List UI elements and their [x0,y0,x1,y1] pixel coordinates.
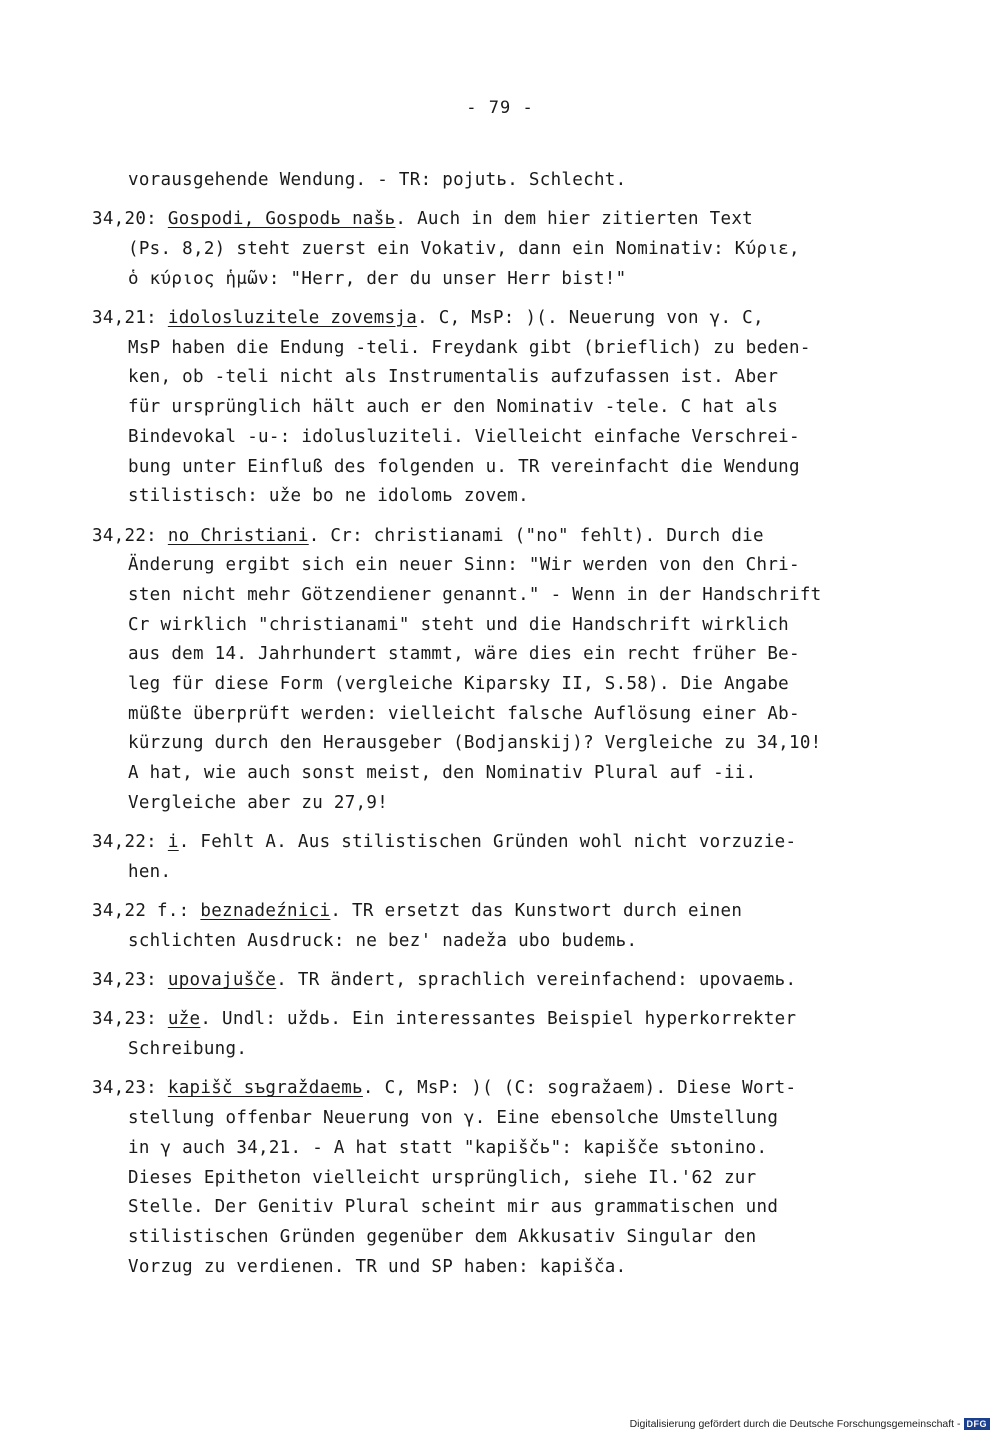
text-line [92,482,892,512]
text-line [92,1253,892,1283]
line-text: Dieses Epitheton vielleicht ursprünglich, siehe Il.'62 zur [128,1167,757,1188]
commentary-entry [92,166,892,196]
text-line [92,423,892,453]
line-text: müßte überprüft werden: vielleicht falsche Auflösung einer Ab- [128,703,800,724]
line-text: bung unter Einfluß des folgenden u. TR vereinfacht die Wendung [128,456,800,477]
commentary-entry [92,828,892,887]
line-reference: 34,23: [92,1078,168,1099]
text-line [92,700,892,730]
line-text: . TR ersetzt das Kunstwort durch einen [330,901,743,922]
line-text: . Fehlt A. Aus stilistischen Gründen wohl nicht vorzuzie- [178,832,797,853]
text-line [92,759,892,789]
line-reference: 34,23: [92,970,168,991]
line-text: kürzung durch den Herausgeber (Bodjanskij)? Vergleiche zu 34,10! [128,733,822,754]
line-text: aus dem 14. Jahrhundert stammt, wäre dies ein recht früher Be- [128,644,800,665]
text-line [92,1193,892,1223]
lemma: uže [167,1009,201,1030]
text-line [92,729,892,759]
lemma: kapišč sъgraždaemь [167,1078,363,1099]
text-line [92,205,892,235]
text-line [92,927,892,957]
text-line [92,453,892,483]
line-text: . Auch in dem hier zitierten Text [395,209,754,230]
text-line [92,670,892,700]
commentary-entry [92,304,892,512]
line-text: Vergleiche aber zu 27,9! [128,792,389,813]
text-line [92,1164,892,1194]
line-text: für ursprünglich hält auch er den Nominativ -tele. C hat als [128,397,779,418]
text-line [92,966,892,996]
lemma: beznadeźnici [200,901,331,922]
line-text: vorausgehende Wendung. - TR: pojutь. Schlecht. [128,170,627,190]
line-text: sten nicht mehr Götzendiener genannt." - Wenn in der Handschrift [128,584,822,605]
line-text: A hat, wie auch sonst meist, den Nominativ Plural auf -ii. [128,763,757,784]
line-reference: 34,23: [92,1009,168,1030]
page-number: - 79 - [466,98,534,118]
line-text: Stelle. Der Genitiv Plural scheint mir aus grammatischen und [128,1197,779,1218]
line-text: (Ps. 8,2) steht zuerst ein Vokativ, dann ein Nominativ: Κύριε, [128,239,800,259]
line-text: . C, MsP: )( (C: sogražaem). Diese Wort- [362,1078,797,1099]
commentary-entry [92,522,892,819]
text-line [92,393,892,423]
line-reference: 34,22: [92,832,168,853]
line-reference: 34,21: [92,308,168,328]
lemma: no Christiani [167,525,309,546]
footer [630,1418,990,1430]
lemma: i [167,832,179,853]
commentary-entry [92,1005,892,1064]
lemma: upovajušče [167,970,277,991]
dfg-logo: DFG [964,1418,991,1430]
text-line [92,1035,892,1065]
line-text: . TR ändert, sprachlich vereinfachend: upovaemь. [276,970,797,991]
text-line [92,1223,892,1253]
lemma: idolosluzitele zovemsja [167,308,418,328]
text-line [92,363,892,393]
text-line [92,1074,892,1104]
text-line [92,166,892,196]
line-text: Schreibung. [128,1039,248,1060]
text-line [92,858,892,888]
line-text: Vorzug zu verdienen. TR und SP haben: kapišča. [128,1256,627,1277]
line-text: schlichten Ausdruck: ne bez' nadeža ubo budemь. [128,930,638,951]
commentary-entry [92,1074,892,1282]
lemma: Gospodi, Gospodь našь [167,209,396,230]
line-text: Änderung ergibt sich ein neuer Sinn: "Wir werden von den Chri- [128,555,800,576]
text-line [92,1134,892,1164]
line-reference: 34,22 f.: [92,901,201,922]
text-line [92,640,892,670]
line-text: in γ auch 34,21. - A hat statt "kapiščь": kapišče sъtonino. [128,1137,768,1158]
line-text: stilistischen Gründen gegenüber dem Akkusativ Singular den [128,1226,757,1247]
text-line [92,522,892,552]
footer-text: Digitalisierung gefördert durch die Deutsche Forschungsgemeinschaft - [629,1418,961,1430]
line-text: ken, ob -teli nicht als Instrumentalis aufzufassen ist. Aber [128,367,779,388]
line-text: . Undl: uždь. Ein interessantes Beispiel hyperkorrekter [200,1009,797,1030]
line-text: ὁ κύριος ἡμῶν: "Herr, der du unser Herr bist!" [128,268,627,289]
line-reference: 34,22: [92,525,168,546]
text-line [92,551,892,581]
text-line [92,334,892,364]
line-text: leg für diese Form (vergleiche Kiparsky II, S.58). Die Angabe [128,674,789,695]
commentary-entry [92,897,892,956]
line-text: stellung offenbar Neuerung von γ. Eine ebensolche Umstellung [128,1108,779,1129]
line-text: MsP haben die Endung -teli. Freydank gibt (brieflich) zu beden- [128,337,811,358]
commentary-body [92,166,892,1282]
line-text: stilistisch: uže bo ne idolomь zovem. [128,486,529,507]
text-line [92,1005,892,1035]
line-text: Bindevokal -u-: idolusluziteli. Vielleicht einfache Verschrei- [128,426,800,447]
line-text: . Cr: christianami ("no" fehlt). Durch die [308,525,764,546]
line-text: hen. [128,861,172,882]
commentary-entry [92,205,892,294]
text-line [92,611,892,641]
text-line [92,581,892,611]
text-line [92,1104,892,1134]
text-line [92,897,892,927]
text-line [92,828,892,858]
line-text: Cr wirklich "christianami" steht und die Handschrift wirklich [128,614,789,635]
text-line [92,235,892,265]
commentary-entry [92,966,892,996]
line-text: . C, MsP: )(. Neuerung von γ. C, [417,308,764,328]
text-line [92,265,892,295]
text-line [92,789,892,819]
line-reference: 34,20: [92,209,168,230]
text-line [92,304,892,334]
